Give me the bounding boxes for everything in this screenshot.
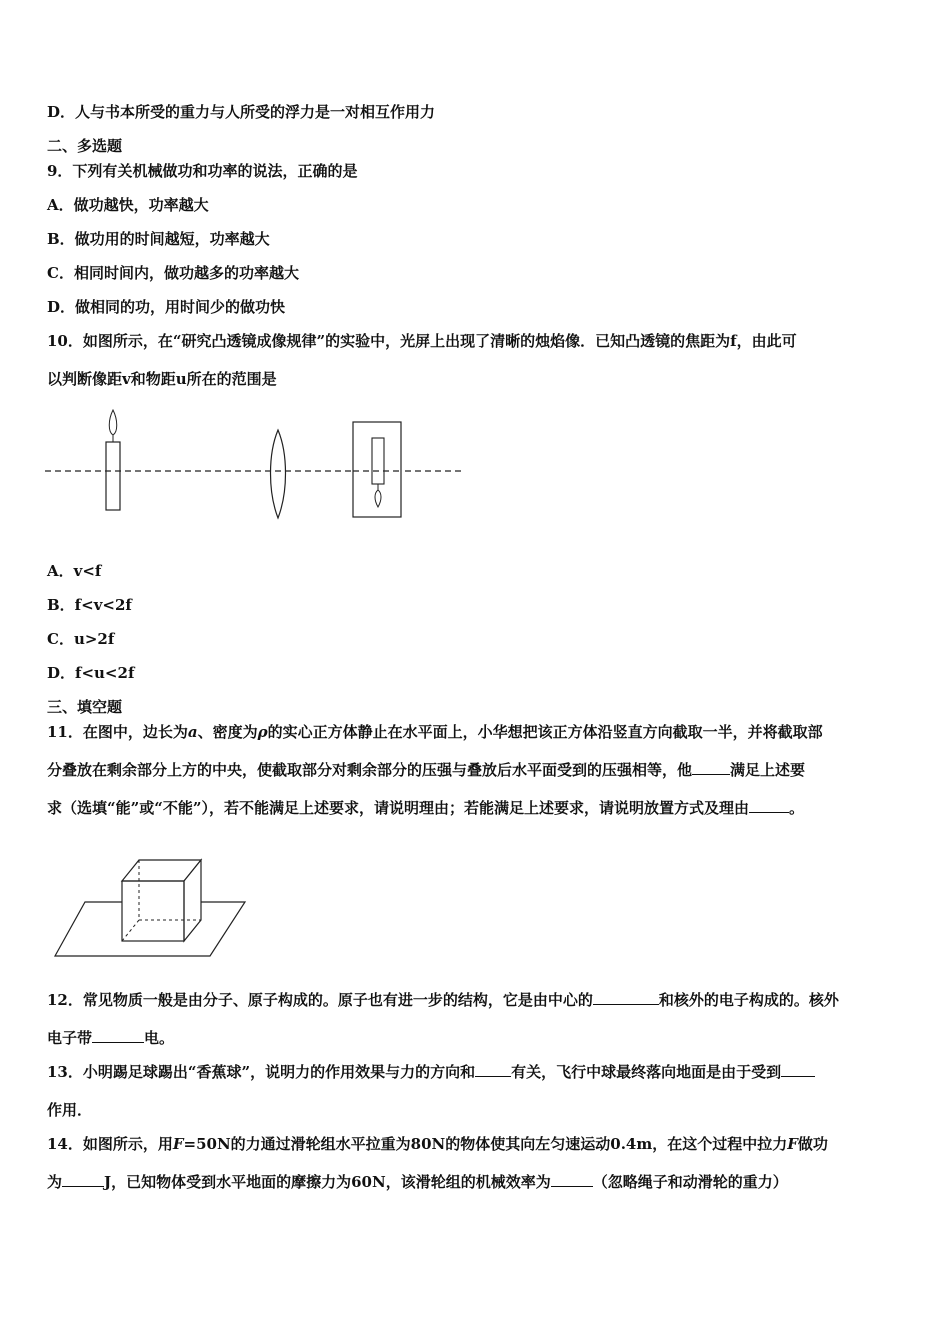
q14-line1: 14．如图所示，用F=50N的力通过滑轮组水平拉重为80N的物体使其向左匀速运动0.4m，在这个过程中拉力F做功: [47, 1135, 828, 1153]
answer-blank[interactable]: [551, 1172, 593, 1187]
q10-stem-line2: 以判断像距v和物距u所在的范围是: [47, 370, 277, 388]
q10-option-a: A．v<f: [47, 562, 102, 580]
answer-blank[interactable]: [62, 1172, 104, 1187]
q10-option-d: D．f<u<2f: [47, 664, 135, 682]
convex-lens-icon: [271, 430, 286, 518]
section-heading-fill-blank: 三、填空题: [47, 698, 123, 716]
answer-blank[interactable]: [781, 1062, 815, 1077]
q11-line3: 求（选填“能”或“不能”），若不能满足上述要求，请说明理由；若能满足上述要求，请说明放置方式及理由 。: [47, 799, 805, 817]
q10-stem-line1: 10．如图所示，在“研究凸透镜成像规律”的实验中，光屏上出现了清晰的烛焰像．已知凸透镜的焦距为f，由此可: [47, 332, 797, 350]
cube-on-plane-figure: [50, 850, 250, 962]
q8-option-d: D．人与书本所受的重力与人所受的浮力是一对相互作用力: [47, 103, 436, 121]
answer-blank[interactable]: [92, 1028, 144, 1043]
answer-blank[interactable]: [749, 798, 789, 813]
q12-line2: 电子带 电。: [47, 1029, 175, 1047]
q13-line1: 13．小明踢足球踢出“香蕉球”，说明力的作用效果与力的方向和 有关，飞行中球最终落向地面是由于受到: [47, 1062, 815, 1082]
q13-line2: 作用．: [47, 1101, 93, 1119]
q9-option-b: B．做功用的时间越短，功率越大: [47, 230, 270, 248]
q12-line1: 12．常见物质一般是由分子、原子构成的。原子也有进一步的结构，它是由中心的 和核外的电子构成的。核外: [47, 991, 839, 1009]
q9-option-a: A．做功越快，功率越大: [47, 196, 209, 214]
cube-icon: [122, 860, 201, 941]
q9-option-d: D．做相同的功，用时间少的做功快: [47, 298, 286, 316]
q9-option-c: C．相同时间内，做功越多的功率越大: [47, 264, 299, 282]
answer-blank[interactable]: [475, 1062, 511, 1077]
q11-line1: 11．在图中，边长为a、密度为ρ的实心正方体静止在水平面上，小华想把该正方体沿竖直方向截取一半，并将截取部: [47, 723, 823, 741]
q10-option-c: C．u>2f: [47, 630, 115, 648]
q11-line2: 分叠放在剩余部分上方的中央，使截取部分对剩余部分的压强与叠放后水平面受到的压强相等，他 满足上述要: [47, 761, 806, 779]
q10-option-b: B．f<v<2f: [47, 596, 132, 614]
answer-blank[interactable]: [593, 990, 659, 1005]
q9-stem: 9．下列有关机械做功和功率的说法，正确的是: [47, 162, 358, 180]
answer-blank[interactable]: [692, 760, 730, 775]
q14-line2: 为 J，已知物体受到水平地面的摩擦力为60N，该滑轮组的机械效率为 （忽略绳子和动滑轮的重力）: [47, 1173, 788, 1191]
candle-icon: [106, 410, 120, 510]
optics-figure: [40, 404, 470, 524]
screen-with-image-icon: [353, 422, 401, 517]
section-heading-multiple-choice: 二、多选题: [47, 137, 123, 155]
